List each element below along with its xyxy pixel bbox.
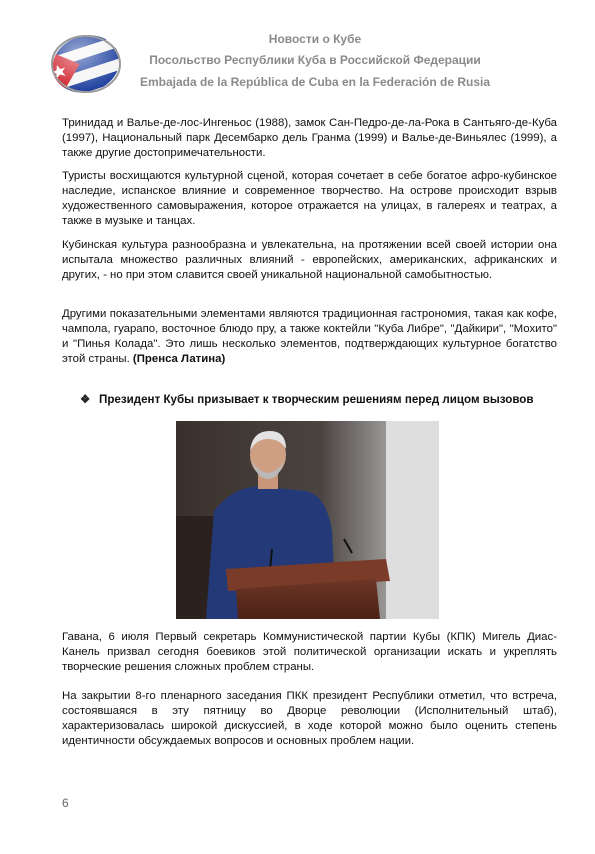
paragraph-gastronomy-text: Другими показательными элементами являются традиционная гастрономия, такая как кофе, чампола, гуарапо, восточное блюдо пру, а также коктейли "Куба Либре", "Дайкири", "Мохито" и "Пинья Колада". Это лишь несколько элементов, подтверждающих культурное богатство этой страны. — [62, 308, 557, 365]
president-speaking-photo — [176, 421, 439, 619]
headline-text: Президент Кубы призывает к творческим решениям перед лицом вызовов — [99, 393, 534, 406]
header-title: Новости о Кубе — [268, 32, 362, 46]
source-credit: (Пренса Латина) — [132, 353, 226, 365]
paragraph-havana-report: Гавана, 6 июля Первый секретарь Коммунистической партии Кубы (КПК) Мигель Диас-Канель призвал сегодня боевиков этой политической организации искать и укреплять творческие решения сложных проблем страны. — [62, 631, 557, 673]
paragraph-gastronomy — [62, 307, 557, 367]
paragraph-heritage-sites: Тринидад и Валье-де-лос-Ингеньос (1988), замок Сан-Педро-де-ла-Рока в Сантьяго-де-Куба (1997), Национальный парк Десембарко дель Гранма (1999) и Валье-де-Виньялес (1999), а также другие достопримечательности. — [62, 117, 557, 159]
page-number: 6 — [62, 796, 69, 810]
header-embassy-es: Embajada de la República de Cuba en la Federación de Rusia — [139, 75, 491, 89]
article-headline — [80, 392, 560, 406]
page-header — [0, 0, 595, 105]
paragraph-cultural-diversity: Кубинская культура разнообразна и увлекательна, на протяжении всей своей истории она испытала множество различных влияний - европейских, американских, африканских и других, - но при этом славится своей уникальной национальной самобытностью. — [62, 239, 557, 281]
diamond-bullet-icon: ❖ — [80, 393, 91, 406]
paragraph-cultural-scene: Туристы восхищаются культурной сценой, которая сочетает в себе богатое афро-кубинское наследие, испанское влияние и современное творчество. На острове происходит взрыв художественного самовыражения, которое отражается на улицах, в галереях и театрах, а также в музыке и танцах. — [62, 170, 557, 227]
header-embassy-ru: Посольство Республики Куба в Российской Федерации — [149, 53, 481, 67]
paragraph-plenary-closing: На закрытии 8-го пленарного заседания ПКК президент Республики отметил, что встреча, состоявшаяся в эту пятницу во Дворце революции (Исполнительный штаб), характеризовалась широкой дискуссией, в ходе которой можно было оценить степень идентичности обсуждаемых вопросов и основных проблем нации. — [62, 690, 557, 747]
